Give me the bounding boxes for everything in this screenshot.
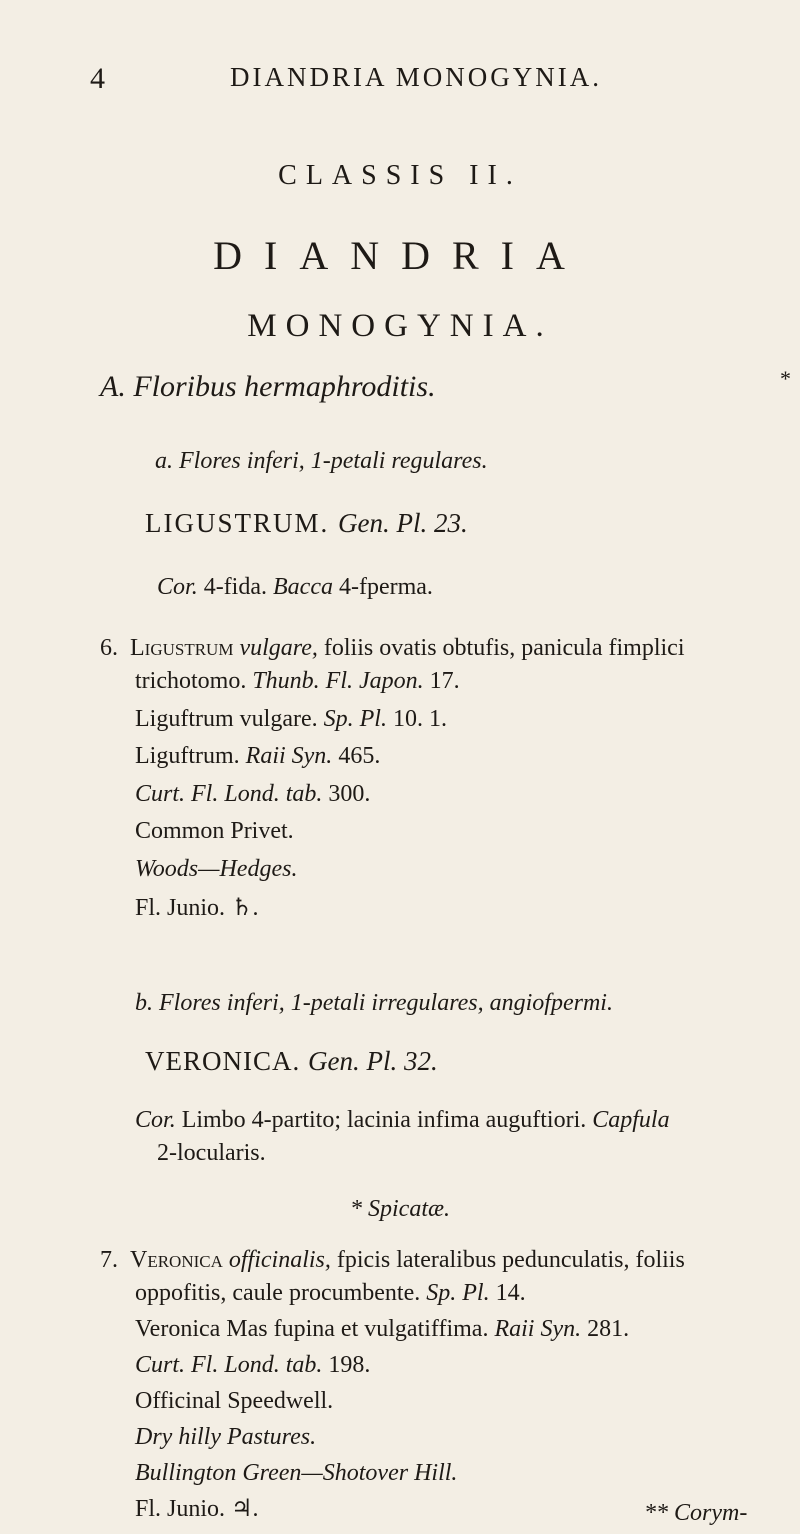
curtis-plate-number: 300. — [328, 781, 371, 807]
genus-reference: Gen. Pl. 23. — [338, 508, 468, 538]
reference-species-plantarum: Sp. Pl. — [426, 1280, 490, 1306]
reference-thunberg: Thunb. Fl. Japon. — [252, 668, 424, 694]
char-label-capsula: Capfula — [592, 1107, 670, 1133]
genus-character-ligustrum — [157, 574, 433, 601]
synonym-number: 465. — [338, 743, 381, 769]
flowering-time: Fl. Junio. ♃. — [135, 1496, 259, 1522]
char-label-cor: Cor. — [157, 574, 198, 600]
common-name: Common Privet. — [135, 818, 294, 844]
species-description: foliis ovatis obtufis, panicula fimplici — [323, 635, 685, 661]
char-text-line2: 2-locularis. — [157, 1140, 266, 1166]
description-line — [135, 1280, 526, 1307]
section-heading-spicatae: * Spicatæ. — [350, 1196, 450, 1222]
habitat: Dry hilly Pastures. — [135, 1424, 317, 1450]
curtis-reference-line — [135, 1352, 370, 1379]
char-text: Limbo 4-partito; lacinia infima auguftiori. — [181, 1107, 587, 1133]
genus-heading-veronica — [145, 1046, 438, 1077]
section-heading-a: A. Floribus hermaphroditis. — [100, 370, 436, 403]
char-text-cor: 4-fida. — [203, 574, 267, 600]
species-name: Ligustrum — [130, 635, 234, 661]
char-text-bacca: 4-fperma. — [338, 574, 433, 600]
class-heading: CLASSIS II. — [278, 160, 522, 191]
synonym-text: Veronica Mas fupina et vulgatiffima. — [135, 1316, 489, 1342]
curtis-reference: Curt. Fl. Lond. tab. — [135, 1352, 323, 1378]
synonym-reference: Raii Syn. — [494, 1316, 582, 1342]
description-text: oppofitis, caule procumbente. — [135, 1280, 421, 1306]
running-title: DIANDRIA MONOGYNIA. — [230, 62, 602, 92]
common-name: Officinal Speedwell. — [135, 1388, 334, 1414]
subsection-heading-a: a. Flores inferi, 1-petali regulares. — [155, 448, 488, 474]
synonym-reference: Sp. Pl. — [323, 706, 387, 732]
description-line — [135, 668, 460, 695]
synonym-reference: Raii Syn. — [245, 743, 333, 769]
class-title: DIANDRIA — [213, 233, 587, 278]
species-name: Veronica — [130, 1247, 223, 1273]
subsection-heading-b: b. Flores inferi, 1-petali irregulares, angiofpermi. — [135, 990, 613, 1016]
order-title: MONOGYNIA. — [247, 308, 553, 344]
curtis-reference: Curt. Fl. Lond. tab. — [135, 781, 323, 807]
species-number: 7. — [100, 1247, 118, 1273]
genus-name: VERONICA. — [145, 1046, 301, 1076]
page-number: 4 — [90, 62, 105, 95]
genus-reference: Gen. Pl. 32. — [308, 1046, 438, 1076]
reference-number: 14. — [495, 1280, 526, 1306]
margin-mark: * — [780, 366, 791, 391]
synonym-text: Liguftrum vulgare. — [135, 706, 318, 732]
species-epithet: vulgare, — [239, 635, 318, 661]
synonym-number: 281. — [587, 1316, 630, 1342]
genus-character-veronica — [135, 1104, 670, 1136]
description-text: trichotomo. — [135, 668, 247, 694]
curtis-reference-line — [135, 781, 370, 808]
page-header — [0, 62, 800, 102]
catchword: ** Corym- — [644, 1500, 748, 1526]
curtis-plate-number: 198. — [328, 1352, 371, 1378]
genus-heading-ligustrum — [145, 508, 468, 539]
habitat: Woods—Hedges. — [135, 856, 298, 882]
species-entry-ligustrum — [100, 632, 684, 664]
locality: Bullington Green—Shotover Hill. — [135, 1460, 458, 1486]
char-label-cor: Cor. — [135, 1107, 176, 1133]
synonym-line — [135, 706, 447, 733]
genus-name: LIGUSTRUM. — [145, 508, 330, 538]
species-entry-veronica — [100, 1244, 685, 1276]
species-number: 6. — [100, 635, 118, 661]
species-epithet: officinalis, — [228, 1247, 331, 1273]
char-label-bacca: Bacca — [273, 574, 333, 600]
synonym-line — [135, 1316, 629, 1343]
synonym-line — [135, 743, 380, 770]
species-description: fpicis lateralibus pedunculatis, foliis — [336, 1247, 685, 1273]
synonym-number: 10. 1. — [392, 706, 447, 732]
reference-number: 17. — [429, 668, 460, 694]
flowering-time: Fl. Junio. ♄. — [135, 895, 259, 921]
synonym-text: Liguftrum. — [135, 743, 240, 769]
